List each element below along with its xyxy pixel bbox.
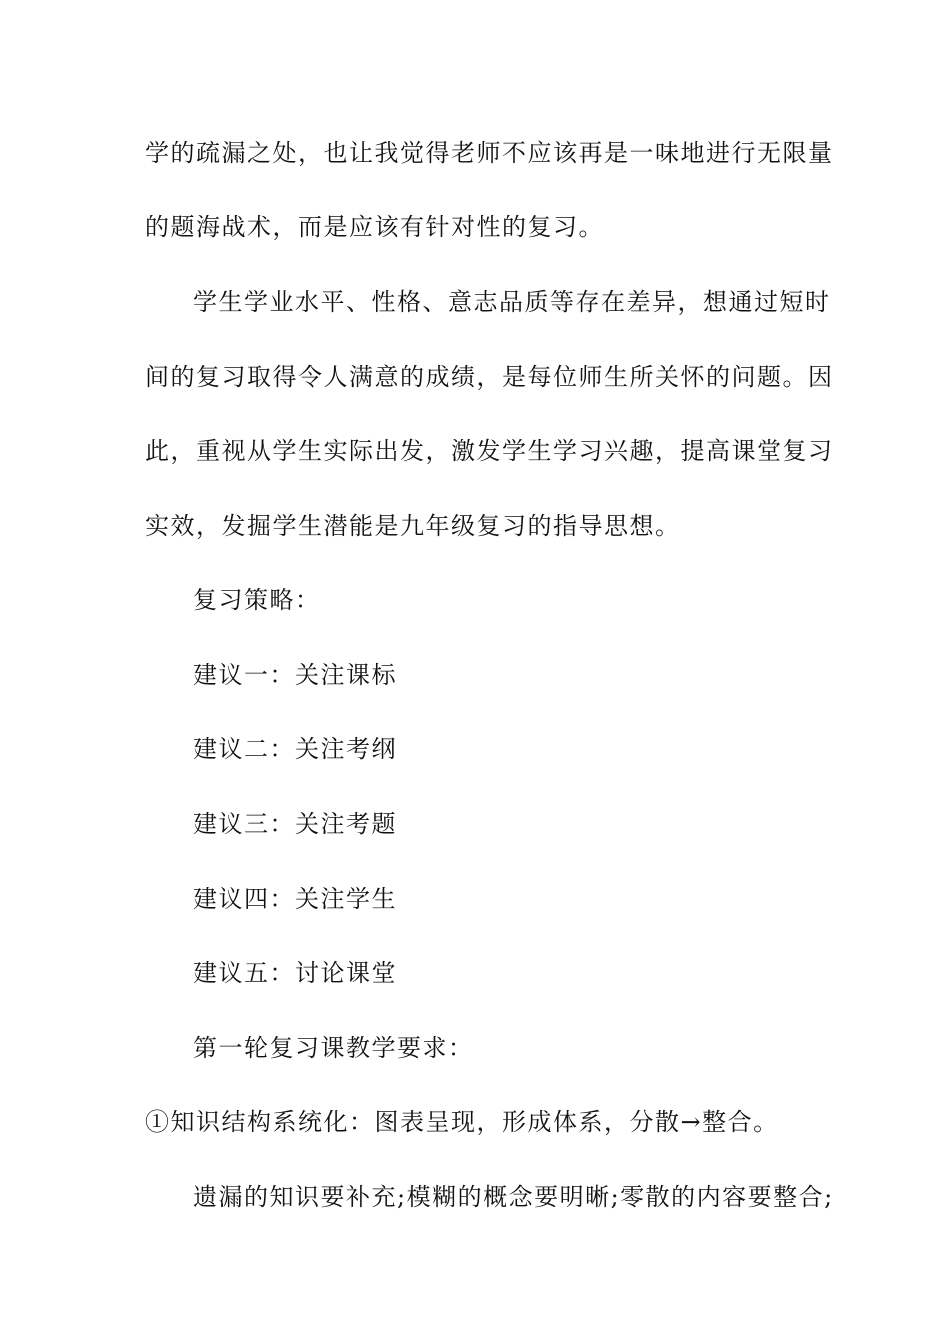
numbered-item: ①知识结构系统化：图表呈现，形成体系，分散→整合。 bbox=[145, 1108, 779, 1136]
paragraph-line: 遗漏的知识要补充;模糊的概念要明晰;零散的内容要整合; bbox=[193, 1183, 834, 1211]
paragraph-line: 学生学业水平、性格、意志品质等存在差异，想通过短时 bbox=[193, 288, 831, 316]
paragraph-line: 间的复习取得令人满意的成绩，是每位师生所关怀的问题。因 bbox=[145, 363, 834, 391]
paragraph-line: 学的疏漏之处，也让我觉得老师不应该再是一味地进行无限量 bbox=[145, 139, 834, 167]
list-item: 建议二：关注考纲 bbox=[193, 735, 397, 763]
list-item: 建议四：关注学生 bbox=[193, 885, 397, 913]
paragraph-line: 此，重视从学生实际出发，激发学生学习兴趣，提高课堂复习 bbox=[145, 437, 834, 465]
list-item: 建议五：讨论课堂 bbox=[193, 959, 397, 987]
paragraph-line: 实效，发掘学生潜能是九年级复习的指导思想。 bbox=[145, 512, 681, 540]
section-heading: 第一轮复习课教学要求： bbox=[193, 1034, 474, 1062]
list-item: 建议三：关注考题 bbox=[193, 810, 397, 838]
section-heading: 复习策略： bbox=[193, 586, 321, 614]
list-item: 建议一：关注课标 bbox=[193, 661, 397, 689]
paragraph-line: 的题海战术，而是应该有针对性的复习。 bbox=[145, 213, 604, 241]
